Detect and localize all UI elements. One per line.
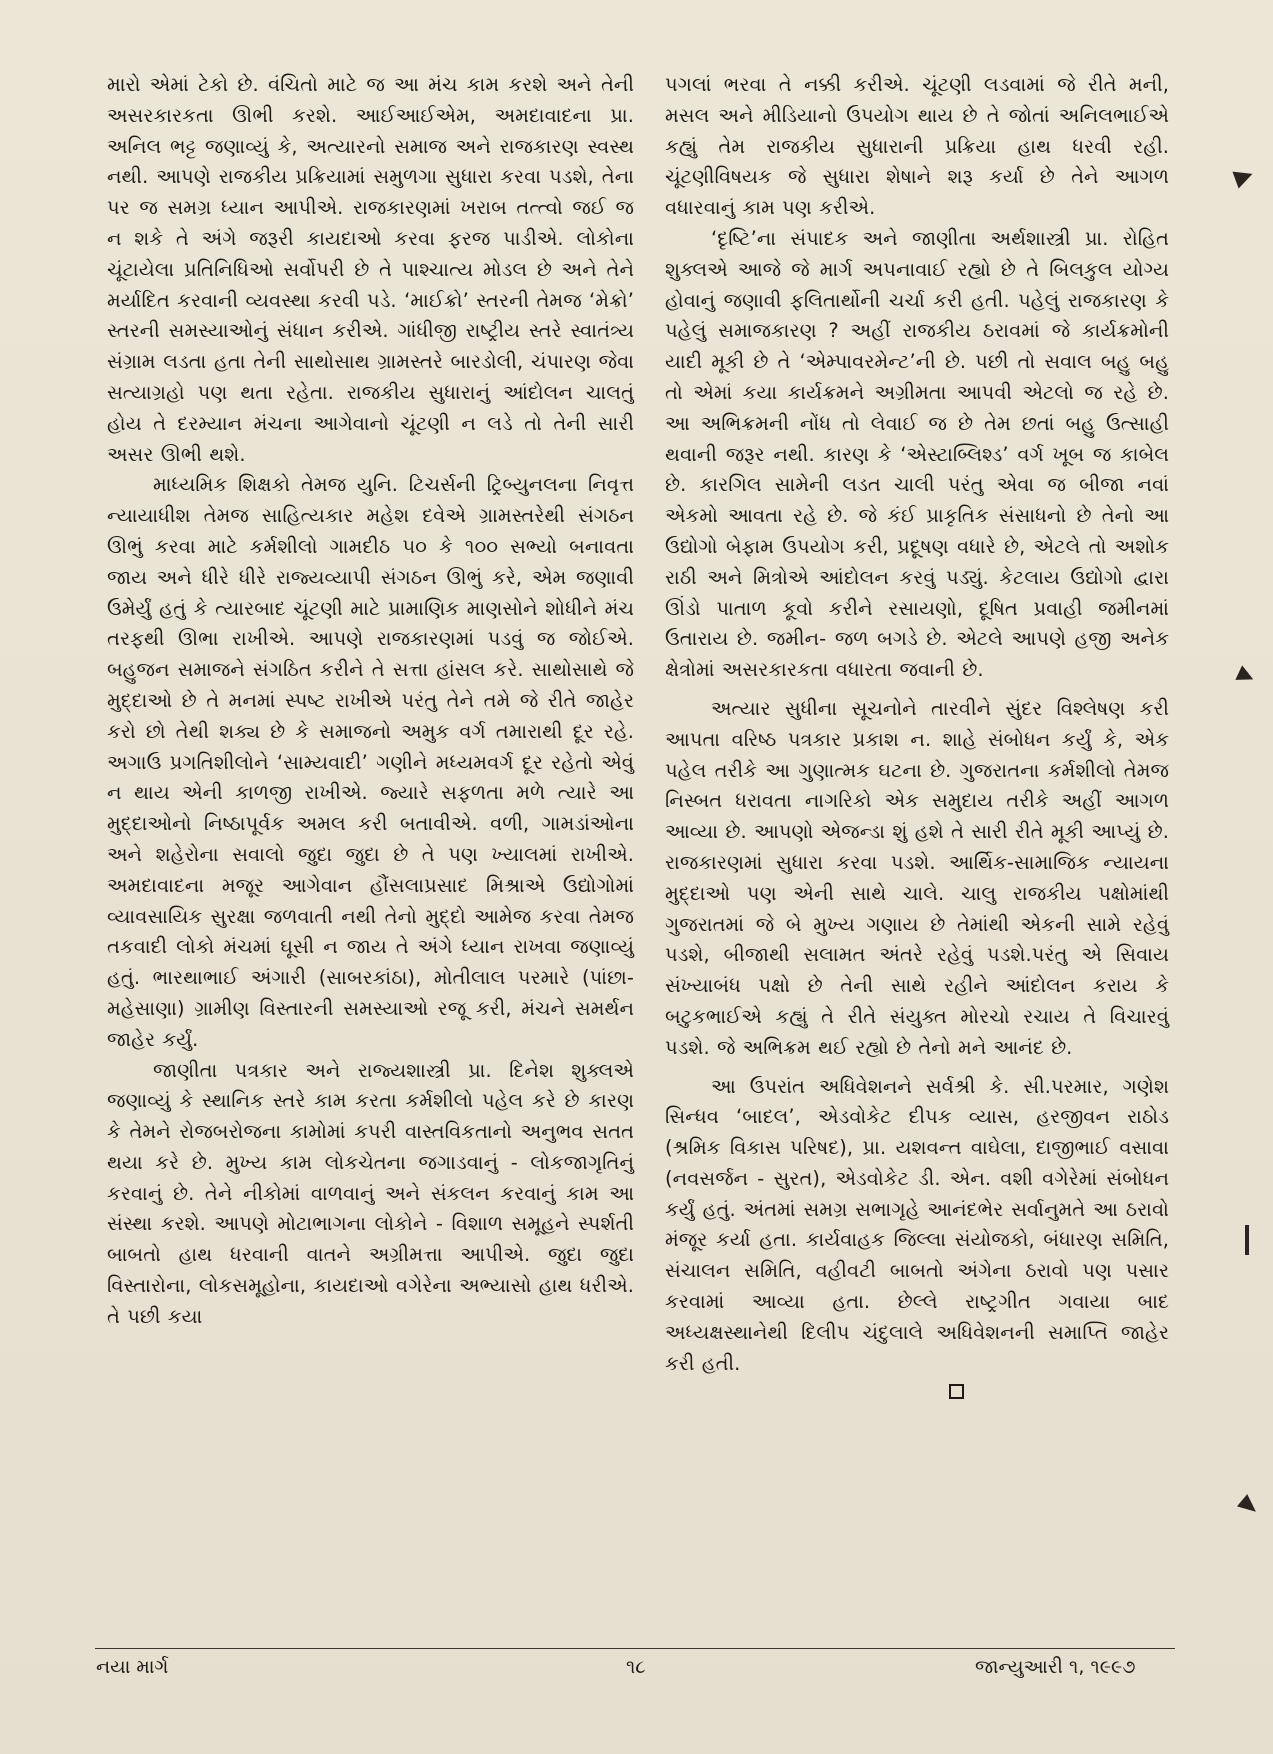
paragraph: ‘દૃષ્ટિ’ના સંપાદક અને જાણીતા અર્થશાસ્ત્રી પ્રા. રોહિત શુક્લએ આજે જે માર્ગ અપનાવાઈ રહ્યો છે તે બિલકુલ યોગ્ય હોવાનું જણાવી ફલિતાર્થોની ચર્ચા કરી હતી. પહેલું રાજકારણ કે પહેલું સમાજકારણ ? અહીં રાજકીય ઠરાવમાં જે કાર્યક્રમોની યાદી મૂકી છે તે ‘એમ્પાવરમેન્ટ’ની છે. પછી તો સવાલ બહુ બહુ તો એમાં કયા કાર્યક્રમને અગ્રીમતા આપવી એટલો જ રહે છે. આ અભિક્રમની નોંધ તો લેવાઈ જ છે તેમ છતાં બહુ ઉત્સાહી થવાની જરૂર નથી. કારણ કે ‘એસ્ટાબ્લિશ્ડ’ વર્ગ ખૂબ જ કાબેલ છે. કારગિલ સામેની લડત ચાલી પરંતુ એવા જ બીજા નવાં એકમો આવતા રહે છે. જે કંઈ પ્રાકૃતિક સંસાધનો છે તેનો આ ઉદ્યોગો બેફામ ઉપયોગ કરી, પ્રદૂષણ વધારે છે, એટલે તો અશોક રાઠી અને મિત્રોએ આંદોલન કરવું પડ્યું. કેટલાય ઉદ્યોગો દ્વારા ઊંડો પાતાળ કૂવો કરીને રસાયણો, દૂષિત પ્રવાહી જમીનમાં ઉતારાય છે. જમીન- જળ બગડે છે. એટલે આપણે હજી અનેક ક્ષેત્રોમાં અસરકારકતા વધારતા જવાની છે.: [665, 226, 1169, 682]
paragraph: મારો એમાં ટેકો છે. વંચિતો માટે જ આ મંચ કામ કરશે અને તેની અસરકારકતા ઊભી કરશે. આઈઆઈએમ, અમદાવાદના પ્રા. અનિલ ભટ્ટ જણાવ્યું કે, અત્યારનો સમાજ અને રાજકારણ સ્વસ્થ નથી. આપણે રાજકીય પ્રક્રિયામાં સમુળગા સુધારા કરવા પડશે, તેના પર જ સમગ્ર ધ્યાન આપીએ. રાજકારણમાં ખરાબ તત્ત્વો જઈ જ ન શકે તે અંગે જરૂરી કાયદાઓ કરવા ફરજ પાડીએ. લોકોના ચૂંટાયેલા પ્રતિનિધિઓ સર્વોપરી છે તે પાશ્ચાત્ય મોડલ છે અને તેને મર્યાદિત કરવાની વ્યવસ્થા કરવી પડે. ‘માઈક્રો’ સ્તરની તેમજ ‘મેક્રો’ સ્તરની સમસ્યાઓનું સંધાન કરીએ. ગાંધીજી રાષ્ટ્રીય સ્તરે સ્વાતંત્ર્ય સંગ્રામ લડતા હતા તેની સાથોસાથ ગ્રામસ્તરે બારડોલી, ચંપારણ જેવા સત્યાગ્રહો પણ થતા રહેતા. રાજકીય સુધારાનું આંદોલન ચાલતું હોય તે દરમ્યાન મંચના આગેવાનો ચૂંટણી ન લડે તો તેની સારી અસર ઊભી થશે.: [107, 73, 634, 466]
publication-name: નયા માર્ગ: [96, 1656, 169, 1678]
binding-mark-icon: [1232, 165, 1255, 188]
right-column: [665, 70, 1169, 1635]
paragraph: જાણીતા પત્રકાર અને રાજ્યશાસ્ત્રી પ્રા. દિનેશ શુક્લએ જણાવ્યું કે સ્થાનિક સ્તરે કામ કરતા કર્મશીલો પહેલ કરે છે કારણ કે તેમને રોજબરોજના કામોમાં કપરી વાસ્તવિકતાનો અનુભવ સતત થયા કરે છે. મુખ્ય કામ લોકચેતના જગાડવાનું - લોકજાગૃતિનું કરવાનું છે. તેને નીકોમાં વાળવાનું અને સંકલન કરવાનું કામ આ સંસ્થા કરશે. આપણે મોટાભાગના લોકોને - વિશાળ સમૂહને સ્પર્શતી બાબતો હાથ ધરવાની વાતને અગ્રીમત્તા આપીએ. જુદા જુદા વિસ્તારોના, લોકસમૂહોના, કાયદાઓ વગેરેના અભ્યાસો હાથ ધરીએ. તે પછી કયા: [107, 1058, 634, 1328]
paragraph: અત્યાર સુધીના સૂચનોને તારવીને સુંદર વિશ્લેષણ કરી આપતા વરિષ્ઠ પત્રકાર પ્રકાશ ન. શાહે સંબોધન કર્યું કે, એક પહેલ તરીકે આ ગુણાત્મક ઘટના છે. ગુજરાતના કર્મશીલો તેમજ નિસ્બત ધરાવતા નાગરિકો એક સમુદાય તરીકે અહીં આગળ આવ્યા છે. આપણો એજન્ડા શું હશે તે સારી રીતે મૂકી આપ્યું છે. રાજકારણમાં સુધારા કરવા પડશે. આર્થિક-સામાજિક ન્યાયના મુદ્દાઓ પણ એની સાથે ચાલે. ચાલુ રાજકીય પક્ષોમાંથી ગુજરાતમાં જે બે મુખ્ય ગણાય છે તેમાંથી એકની સામે રહેવું પડશે, બીજાથી સલામત અંતરે રહેવું પડશે.પરંતુ એ સિવાય સંખ્યાબંધ પક્ષો છે તેની સાથે રહીને આંદોલન કરાય કે બટુકભાઈએ કહ્યું તે રીતે સંયુક્ત મોરચો રચાય તે વિચારવું પડશે. જે અભિક્રમ થઈ રહ્યો છે તેનો મને આનંદ છે.: [665, 696, 1169, 1059]
issue-date: જાન્યુઆરી ૧, ૧૯૯૭: [975, 1656, 1136, 1678]
binding-mark-icon: [1237, 1494, 1261, 1518]
page-number: ૧૮: [626, 1656, 646, 1678]
end-mark-row: [665, 1381, 1169, 1401]
left-column: [107, 70, 634, 1660]
paragraph: આ ઉપરાંત અધિવેશનને સર્વશ્રી કે. સી.પરમાર, ગણેશ સિન્ધવ ‘બાદલ’, એડવોકેટ દીપક વ્યાસ, હરજીવન રાઠોડ (શ્રમિક વિકાસ પરિષદ), પ્રા. યશવન્ત વાઘેલા, દાજીભાઈ વસાવા (નવસર્જન - સુરત), એડવોકેટ ડી. એન. વશી વગેરેમાં સંબોધન કર્યું હતું. અંતમાં સમગ્ર સભાગૃહે આનંદભેર સર્વાનુમતે આ ઠરાવો મંજૂર કર્યા હતા. કાર્યવાહક જિલ્લા સંયોજકો, બંધારણ સમિતિ, સંચાલન સમિતિ, વહીવટી બાબતો અંગેના ઠરાવો પણ પસાર કરવામાં આવ્યા હતા. છેલ્લે રાષ્ટ્રગીત ગવાયા બાદ અધ્યક્ષસ્થાનેથી દિલીપ ચંદુલાલે અધિવેશનની સમાપ્તિ જાહેર કરી હતી.: [665, 1074, 1169, 1375]
binding-mark-icon: [1235, 665, 1256, 686]
footer-divider: [95, 1648, 1175, 1649]
binding-mark-icon: [1245, 1225, 1249, 1255]
paragraph: માધ્યમિક શિક્ષકો તેમજ યુનિ. ટિચર્સની ટ્રિબ્યુનલના નિવૃત્ત ન્યાયાધીશ તેમજ સાહિત્યકાર મહેશ દવેએ ગ્રામસ્તરેથી સંગઠન ઊભું કરવા માટે કર્મશીલો ગામદીઠ ૫૦ કે ૧૦૦ સભ્યો બનાવતા જાય અને ધીરે ધીરે રાજ્યવ્યાપી સંગઠન ઊભું કરે, એમ જણાવી ઉમેર્યું હતું કે ત્યારબાદ ચૂંટણી માટે પ્રામાણિક માણસોને શોધીને મંચ તરફથી ઊભા રાખીએ. આપણે રાજકારણમાં પડવું જ જોઈએ. બહુજન સમાજને સંગઠિત કરીને તે સત્તા હાંસલ કરે. સાથોસાથે જે મુદ્દાઓ છે તે મનમાં સ્પષ્ટ રાખીએ પરંતુ તેને તમે જે રીતે જાહેર કરો છો તેથી શક્ય છે કે સમાજનો અમુક વર્ગ તમારાથી દૂર રહે. અગાઉ પ્રગતિશીલોને ‘સામ્યવાદી’ ગણીને મધ્યમવર્ગ દૂર રહેતો એવું ન થાય એની કાળજી રાખીએ. જ્યારે સફળતા મળે ત્યારે આ મુદ્દાઓનો નિષ્ઠાપૂર્વક અમલ કરી બતાવીએ. વળી, ગામડાંઓના અને શહેરોના સવાલો જુદા જુદા છે તે પણ ખ્યાલમાં રાખીએ. અમદાવાદના મજૂર આગેવાન હૌંસલાપ્રસાદ મિશ્રાએ ઉદ્યોગોમાં વ્યાવસાયિક સુરક્ષા જળવાતી નથી તેનો મુદ્દો આમેજ કરવા તેમજ તકવાદી લોકો મંચમાં ઘૂસી ન જાય તે અંગે ધ્યાન રાખવા જણાવ્યું હતું. ભારથાભાઈ અંગારી (સાબરકાંઠા), મોતીલાલ પરમારે (પાંછા-મહેસાણા) ગ્રામીણ વિસ્તારની સમસ્યાઓ રજૂ કરી, મંચને સમર્થન જાહેર કર્યું.: [107, 473, 634, 1051]
paragraph: પગલાં ભરવા તે નક્કી કરીએ. ચૂંટણી લડવામાં જે રીતે મની, મસલ અને મીડિયાનો ઉપયોગ થાય છે તે જોતાં અનિલભાઈએ કહ્યું તેમ રાજકીય સુધારાની પ્રક્રિયા હાથ ધરવી રહી. ચૂંટણીવિષયક જે સુધારા શેષાને શરૂ કર્યા છે તેને આગળ વધારવાનું કામ પણ કરીએ.: [665, 73, 1169, 220]
end-of-article-icon: [949, 1384, 964, 1399]
